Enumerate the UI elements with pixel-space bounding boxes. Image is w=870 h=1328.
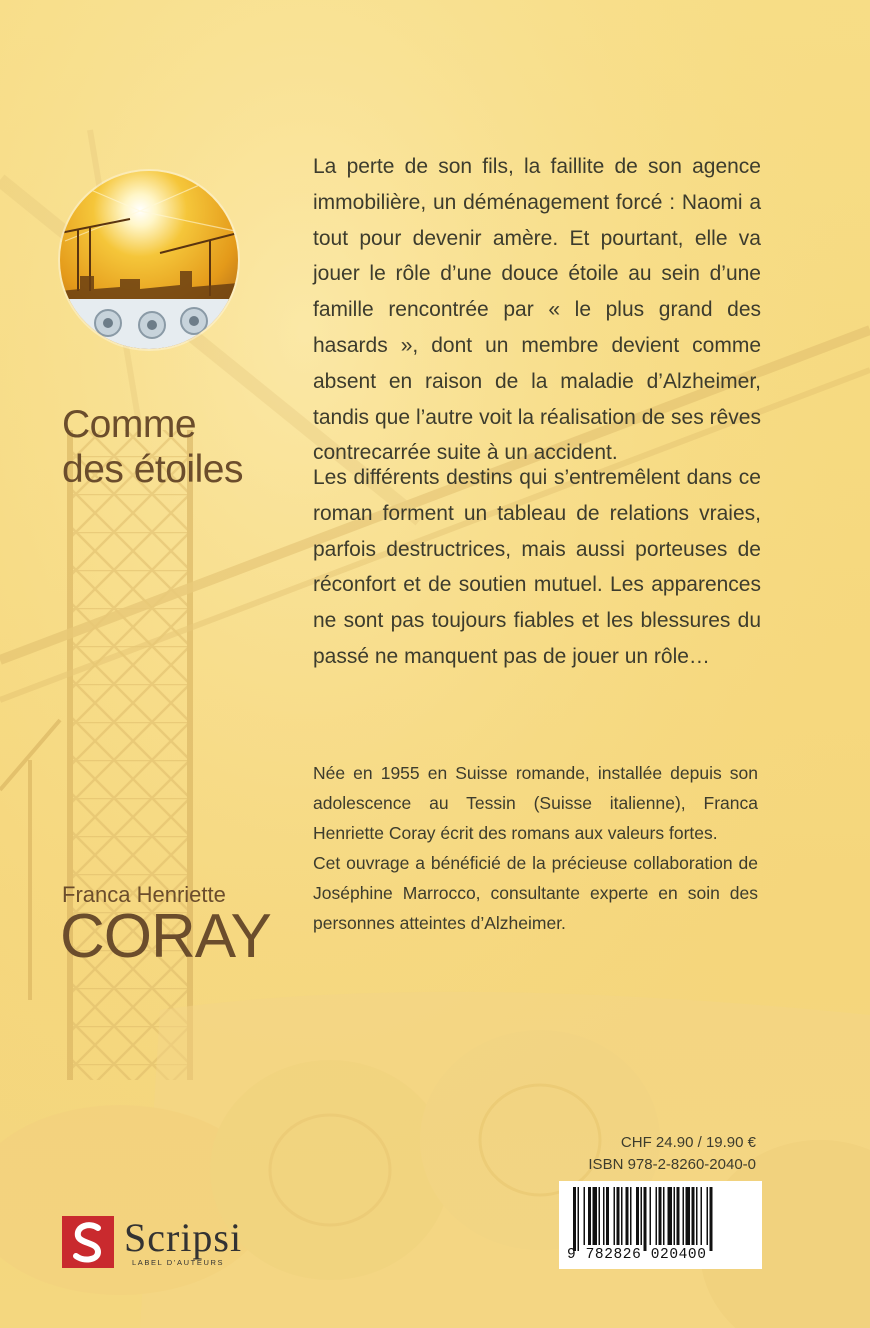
barcode-bar	[614, 1187, 616, 1245]
barcode-bar	[707, 1187, 709, 1245]
barcode-bar	[696, 1187, 698, 1245]
barcode-bar	[573, 1187, 576, 1251]
barcode-bar	[668, 1187, 673, 1245]
barcode-digits: 9 782826 020400	[567, 1247, 707, 1263]
barcode-bar	[692, 1187, 695, 1245]
barcode-bar	[617, 1187, 620, 1245]
author-bio-paragraph-1: Née en 1955 en Suisse romande, installée depuis son adolescence au Tessin (Suisse italienne), Franca Henriette Coray écrit des romans aux valeurs fortes.	[313, 763, 758, 843]
barcode-bar	[588, 1187, 591, 1245]
barcode-bar	[674, 1187, 676, 1245]
publisher-tagline: LABEL D’AUTEURS	[132, 1258, 225, 1267]
barcode-bar	[650, 1187, 652, 1245]
barcode-bar	[677, 1187, 680, 1245]
blurb-paragraph-1: La perte de son fils, la faillite de son agence immobilière, un déménagement forcé : Naomi a tout pour devenir amère. Et pourtant, elle va jouer le rôle d’une douce étoile au sein d’une famille rencontrée par « le plus grand des hasards », dont un membre devient comme absent en raison de la maladie d’Alzheimer, tandis que l’autre voit la réalisation de ses rêves contrecarrée suite à un accident.	[313, 155, 761, 465]
barcode-bar	[626, 1187, 629, 1245]
barcode-bar	[584, 1187, 586, 1245]
barcode-bar	[659, 1187, 662, 1245]
barcode-bar	[644, 1187, 647, 1251]
barcode-bar	[656, 1187, 658, 1245]
barcode-bar	[636, 1187, 639, 1245]
barcode-bar	[593, 1187, 598, 1245]
barcode-bar	[663, 1187, 665, 1245]
author-first-name: Franca Henriette	[62, 882, 226, 907]
barcode-bar	[641, 1187, 643, 1245]
barcode-bar	[599, 1187, 601, 1245]
price-label: CHF 24.90 / 19.90 €	[620, 1134, 756, 1151]
book-title-line-2: des étoiles	[62, 448, 243, 491]
book-title-line-1: Comme	[62, 403, 197, 446]
blurb-paragraph-2: Les différents destins qui s’entremêlent dans ce roman forment un tableau de relations vraies, parfois destructrices, mais aussi porteuses de réconfort et de soutien mutuel. Les apparences ne sont pas toujours fiables et les blessures du passé ne manquent pas de jouer un rôle…	[313, 466, 761, 668]
barcode-bar	[701, 1187, 703, 1245]
barcode-bar	[621, 1187, 623, 1245]
scripsi-s-logo-icon	[62, 1216, 114, 1268]
barcode-bar	[603, 1187, 605, 1245]
book-title	[62, 402, 243, 492]
author-last-name: CORAY	[60, 902, 271, 971]
publisher-name: Scripsi	[124, 1215, 243, 1260]
isbn-label: ISBN 978-2-8260-2040-0	[588, 1156, 756, 1173]
barcode-bar	[578, 1187, 580, 1251]
barcode-bar	[710, 1187, 713, 1251]
barcode-bar	[630, 1187, 632, 1245]
barcode-bar	[686, 1187, 691, 1245]
barcode-bar	[683, 1187, 685, 1245]
barcode-bar	[606, 1187, 609, 1245]
author-bio-paragraph-2: Cet ouvrage a bénéficié de la précieuse collaboration de Joséphine Marrocco, consultante experte en soin des personnes atteintes d’Alzheimer.	[313, 853, 758, 933]
isbn-barcode	[559, 1181, 762, 1269]
author-bio	[313, 758, 758, 938]
sunset-crane-medallion-image	[60, 171, 238, 349]
